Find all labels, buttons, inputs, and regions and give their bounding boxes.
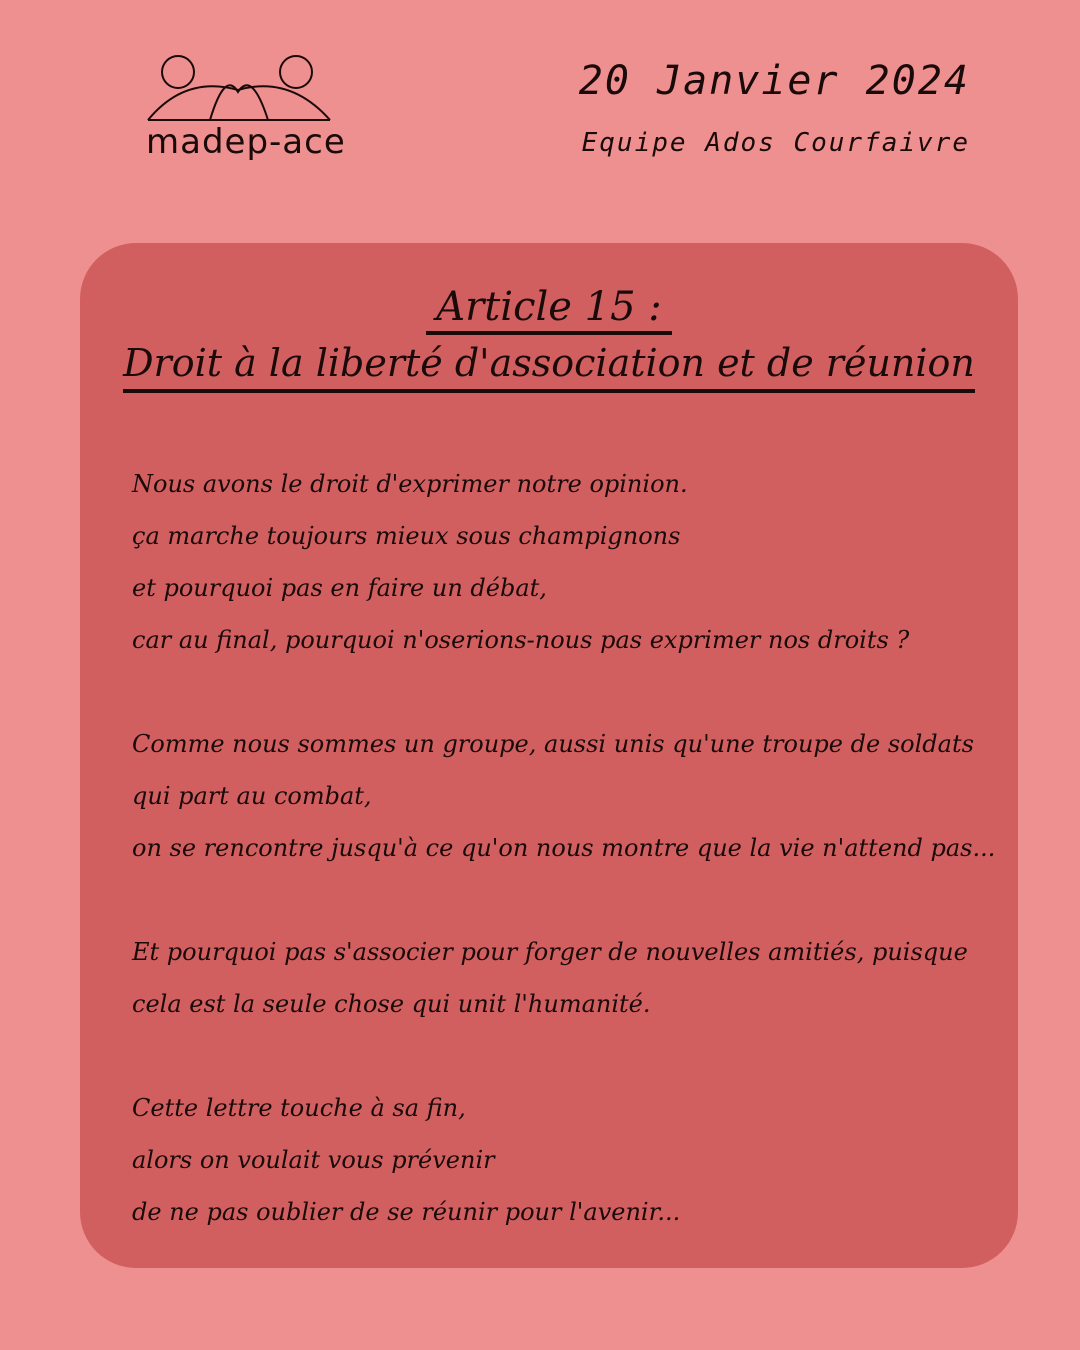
article-card bbox=[80, 243, 1018, 1268]
poem-line: Nous avons le droit d'exprimer notre opinion. bbox=[132, 470, 688, 498]
poem-line: et pourquoi pas en faire un débat, bbox=[132, 574, 547, 602]
stanza-2 bbox=[132, 718, 996, 874]
poem-line: car au final, pourquoi n'oserions-nous pas exprimer nos droits ? bbox=[132, 626, 910, 654]
date-heading: 20 Janvier 2024 bbox=[578, 58, 970, 104]
poem-line: on se rencontre jusqu'à ce qu'on nous montre que la vie n'attend pas... bbox=[132, 834, 996, 862]
article-number: Article 15 : bbox=[426, 285, 672, 335]
poem-line: Comme nous sommes un groupe, aussi unis qu'une troupe de soldats qui part au combat, bbox=[132, 730, 974, 810]
stanza-3 bbox=[132, 926, 982, 1030]
article-title bbox=[80, 285, 1018, 393]
team-name: Equipe Ados Courfaivre bbox=[581, 128, 970, 158]
article-subject: Droit à la liberté d'association et de réunion bbox=[123, 341, 975, 393]
poem-line: Cette lettre touche à sa fin, bbox=[132, 1094, 466, 1122]
poem-line: Et pourquoi pas s'associer pour forger de nouvelles amitiés, puisque cela est la seule chose qui unit l'humanité. bbox=[132, 938, 968, 1018]
poem-body bbox=[132, 458, 996, 1238]
poem-line: alors on voulait vous prévenir bbox=[132, 1146, 495, 1174]
stanza-1 bbox=[132, 458, 982, 666]
stanza-4 bbox=[132, 1082, 982, 1238]
poem-line: de ne pas oublier de se réunir pour l'avenir... bbox=[132, 1198, 681, 1226]
logo-text: madep-ace bbox=[146, 122, 346, 162]
poem-line: ça marche toujours mieux sous champignons bbox=[132, 522, 681, 550]
